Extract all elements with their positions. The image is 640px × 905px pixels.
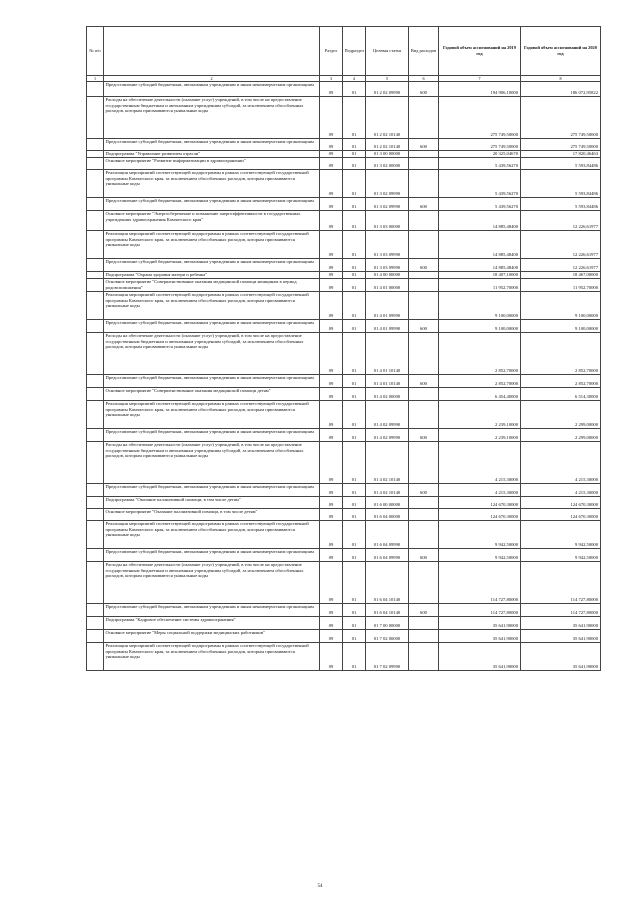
cell-section: 09 [320, 320, 343, 333]
cell-amount-2020: 275 749,50000 [521, 139, 601, 151]
cell-name: Подпрограмма "Кадровое обеспечение системы здравоохранения" [104, 617, 320, 630]
cell-amount-2019: 5 439,56270 [439, 170, 521, 198]
cell-amount-2020: 2 852,70000 [521, 375, 601, 388]
cell-name: Реализация мероприятий соответствующей подпрограммы в рамках соответствующей государственной программы Камчатского края, за исключением обособленных расходов, которым присваиваются уникальные коды [104, 401, 320, 429]
cell-target-article: 01 6 04 10140 [366, 604, 409, 617]
header-name [104, 27, 320, 76]
table-row [87, 97, 601, 139]
table-body [87, 82, 601, 671]
cell-amount-2020: 35 641,90000 [521, 630, 601, 643]
cell-expense-type [409, 231, 439, 259]
cell-section: 09 [320, 630, 343, 643]
cell-expense-type: 600 [409, 484, 439, 497]
cell-name: Реализация мероприятий соответствующей подпрограммы в рамках соответствующей государственной программы Камчатского края, за исключением обособленных расходов, которым присваиваются уникальные коды [104, 521, 320, 549]
cell-target-article: 01 3 03 09990 [366, 231, 409, 259]
table-row [87, 442, 601, 484]
cell-expense-type [409, 97, 439, 139]
cell-amount-2019: 4 215,30000 [439, 442, 521, 484]
cell-name: Предоставление субсидий бюджетным, автономным учреждениям и иным некоммерческим организациям [104, 429, 320, 442]
cell-expense-type: 600 [409, 549, 439, 562]
table-row [87, 509, 601, 521]
cell-name: Реализация мероприятий соответствующей подпрограммы в рамках соответствующей государственной программы Камчатского края, за исключением обособленных расходов, которым присваиваются уникальные коды [104, 170, 320, 198]
table-row [87, 82, 601, 97]
table-row [87, 401, 601, 429]
cell-amount-2019: 114 727,80000 [439, 562, 521, 604]
cell-number [87, 211, 104, 231]
cell-section: 09 [320, 279, 343, 292]
cell-subsection: 01 [343, 617, 366, 630]
cell-number [87, 388, 104, 401]
table-row [87, 630, 601, 643]
cell-number [87, 320, 104, 333]
cell-name: Предоставление субсидий бюджетным, автономным учреждениям и иным некоммерческим организациям [104, 484, 320, 497]
cell-amount-2019: 35 641,90000 [439, 643, 521, 671]
table-row [87, 259, 601, 272]
cell-name: Предоставление субсидий бюджетным, автономным учреждениям и иным некоммерческим организациям [104, 375, 320, 388]
cell-number [87, 259, 104, 272]
cell-subsection: 01 [343, 211, 366, 231]
cell-section: 09 [320, 375, 343, 388]
cell-amount-2019: 2 852,70000 [439, 375, 521, 388]
cell-section: 09 [320, 484, 343, 497]
cell-amount-2019: 11 952,70000 [439, 279, 521, 292]
table-row [87, 158, 601, 170]
cell-target-article: 01 6 04 00000 [366, 509, 409, 521]
cell-number [87, 97, 104, 139]
table-row [87, 211, 601, 231]
cell-subsection: 01 [343, 320, 366, 333]
header-num: № п/п [87, 27, 104, 76]
cell-subsection: 01 [343, 97, 366, 139]
cell-amount-2020: 124 670,30000 [521, 509, 601, 521]
cell-number [87, 401, 104, 429]
cell-section: 09 [320, 549, 343, 562]
table-row [87, 617, 601, 630]
cell-target-article: 01 2 02 10140 [366, 139, 409, 151]
cell-section: 09 [320, 388, 343, 401]
cell-amount-2019: 114 727,80000 [439, 604, 521, 617]
cell-expense-type [409, 158, 439, 170]
cell-section: 09 [320, 429, 343, 442]
cell-amount-2019: 20 325,04670 [439, 151, 521, 158]
cell-section: 09 [320, 521, 343, 549]
cell-amount-2020: 17 820,46463 [521, 151, 601, 158]
cell-amount-2020: 12 226,61977 [521, 231, 601, 259]
cell-expense-type [409, 401, 439, 429]
column-index: 2 [104, 76, 320, 82]
cell-amount-2020: 186 072,95822 [521, 82, 601, 97]
cell-amount-2019: 2 852,70000 [439, 333, 521, 375]
cell-amount-2019: 14 885,48400 [439, 211, 521, 231]
cell-section: 09 [320, 604, 343, 617]
cell-number [87, 643, 104, 671]
cell-expense-type [409, 630, 439, 643]
cell-name: Основное мероприятие "Оказание паллиативной помощи, в том числе детям" [104, 509, 320, 521]
cell-target-article: 01 3 03 00000 [366, 211, 409, 231]
cell-target-article: 01 4 01 10140 [366, 375, 409, 388]
cell-amount-2020: 11 952,70000 [521, 279, 601, 292]
cell-section: 09 [320, 82, 343, 97]
cell-target-article: 01 3 02 09990 [366, 198, 409, 211]
cell-section: 09 [320, 97, 343, 139]
cell-number [87, 158, 104, 170]
cell-amount-2020: 9 942,50000 [521, 549, 601, 562]
cell-target-article: 01 7 00 00000 [366, 617, 409, 630]
cell-subsection: 01 [343, 388, 366, 401]
cell-expense-type: 600 [409, 375, 439, 388]
cell-amount-2019: 5 439,56270 [439, 198, 521, 211]
cell-amount-2020: 4 215,30000 [521, 484, 601, 497]
cell-target-article: 01 4 02 00000 [366, 388, 409, 401]
cell-amount-2019: 14 885,48400 [439, 231, 521, 259]
cell-target-article: 01 7 02 00000 [366, 630, 409, 643]
cell-expense-type [409, 170, 439, 198]
cell-amount-2020: 5 593,84486 [521, 170, 601, 198]
table-row [87, 388, 601, 401]
table-row [87, 375, 601, 388]
cell-subsection: 01 [343, 158, 366, 170]
cell-name: Предоставление субсидий бюджетным, автономным учреждениям и иным некоммерческим организациям [104, 139, 320, 151]
cell-expense-type: 600 [409, 259, 439, 272]
column-index: 4 [343, 76, 366, 82]
cell-number [87, 521, 104, 549]
table-row [87, 429, 601, 442]
cell-amount-2020: 2 299,00000 [521, 401, 601, 429]
cell-target-article: 01 4 00 00000 [366, 272, 409, 279]
cell-target-article: 01 6 04 09990 [366, 549, 409, 562]
cell-expense-type [409, 211, 439, 231]
cell-name: Реализация мероприятий соответствующей подпрограммы в рамках соответствующей государственной программы Камчатского края, за исключением обособленных расходов, которым присваиваются уникальные коды [104, 292, 320, 320]
cell-section: 09 [320, 259, 343, 272]
table-row [87, 139, 601, 151]
cell-target-article: 01 4 01 09990 [366, 320, 409, 333]
cell-amount-2019: 2 239,10000 [439, 429, 521, 442]
cell-amount-2019: 275 749,50000 [439, 97, 521, 139]
cell-subsection: 01 [343, 442, 366, 484]
cell-name: Предоставление субсидий бюджетным, автономным учреждениям и иным некоммерческим организациям [104, 320, 320, 333]
cell-expense-type [409, 497, 439, 509]
cell-number [87, 82, 104, 97]
cell-expense-type: 600 [409, 82, 439, 97]
header-subsection: Подраздел [343, 27, 366, 76]
cell-amount-2019: 9 100,00000 [439, 292, 521, 320]
cell-subsection: 01 [343, 272, 366, 279]
cell-expense-type: 600 [409, 198, 439, 211]
cell-number [87, 333, 104, 375]
cell-number [87, 292, 104, 320]
cell-name: Предоставление субсидий бюджетным, автономным учреждениям и иным некоммерческим организациям [104, 82, 320, 97]
cell-amount-2019: 6 454,40000 [439, 388, 521, 401]
table-row [87, 521, 601, 549]
cell-section: 09 [320, 292, 343, 320]
cell-expense-type [409, 521, 439, 549]
cell-section: 09 [320, 333, 343, 375]
column-index: 3 [320, 76, 343, 82]
cell-number [87, 630, 104, 643]
cell-amount-2020: 114 727,80000 [521, 562, 601, 604]
cell-subsection: 01 [343, 279, 366, 292]
cell-amount-2019: 124 670,30000 [439, 497, 521, 509]
cell-expense-type [409, 509, 439, 521]
cell-name: Расходы на обеспечение деятельности (оказание услуг) учреждений, в том числе на предоставление государственным бюджетным и автономным учреждениям субсидий, за исключением обособленных расходов, которым присваиваются уникальные коды [104, 97, 320, 139]
table-row [87, 272, 601, 279]
cell-name: Расходы на обеспечение деятельности (оказание услуг) учреждений, в том числе на предоставление государственным бюджетным и автономным учреждениям субсидий, за исключением обособленных расходов, которым присваиваются уникальные коды [104, 562, 320, 604]
cell-section: 09 [320, 272, 343, 279]
cell-name: Основное мероприятие "Совершенствование оказания медицинской помощи детям" [104, 388, 320, 401]
cell-amount-2020: 6 514,30000 [521, 388, 601, 401]
cell-target-article: 01 3 03 09990 [366, 259, 409, 272]
cell-amount-2020: 2 299,00000 [521, 429, 601, 442]
cell-expense-type [409, 562, 439, 604]
cell-amount-2020: 124 670,30000 [521, 497, 601, 509]
cell-subsection: 01 [343, 151, 366, 158]
cell-number [87, 279, 104, 292]
header-amount-2020: Годовой объем ассигнований на 2020 год [521, 27, 601, 76]
cell-subsection: 01 [343, 170, 366, 198]
budget-table [86, 26, 601, 671]
cell-target-article: 01 2 02 09990 [366, 82, 409, 97]
cell-name: Предоставление субсидий бюджетным, автономным учреждениям и иным некоммерческим организациям [104, 198, 320, 211]
column-index: 1 [87, 76, 104, 82]
table-row [87, 549, 601, 562]
header-amount-2019: Годовой объем ассигнований на 2019 год [439, 27, 521, 76]
cell-subsection: 01 [343, 333, 366, 375]
cell-expense-type [409, 292, 439, 320]
cell-amount-2019: 9 942,50000 [439, 521, 521, 549]
cell-number [87, 198, 104, 211]
cell-expense-type: 600 [409, 429, 439, 442]
column-index: 5 [366, 76, 409, 82]
cell-section: 09 [320, 198, 343, 211]
cell-target-article: 01 4 01 09990 [366, 292, 409, 320]
cell-expense-type [409, 442, 439, 484]
cell-section: 09 [320, 158, 343, 170]
cell-expense-type [409, 151, 439, 158]
cell-amount-2019: 5 439,56270 [439, 158, 521, 170]
cell-target-article: 01 3 02 09990 [366, 170, 409, 198]
cell-expense-type: 600 [409, 139, 439, 151]
cell-amount-2020: 35 641,90000 [521, 643, 601, 671]
cell-subsection: 01 [343, 521, 366, 549]
cell-expense-type [409, 617, 439, 630]
cell-subsection: 01 [343, 497, 366, 509]
cell-subsection: 01 [343, 429, 366, 442]
cell-subsection: 01 [343, 198, 366, 211]
cell-number [87, 604, 104, 617]
cell-amount-2020: 4 215,30000 [521, 442, 601, 484]
cell-name: Основное мероприятие "Совершенствование оказания медицинской помощи женщинам в период родовспоможения" [104, 279, 320, 292]
table-row [87, 562, 601, 604]
cell-target-article: 01 3 02 00000 [366, 158, 409, 170]
table-row [87, 151, 601, 158]
cell-subsection: 01 [343, 604, 366, 617]
cell-name: Расходы на обеспечение деятельности (оказание услуг) учреждений, в том числе на предоставление государственным бюджетным и автономным учреждениям субсидий, за исключением обособленных расходов, которым присваиваются уникальные коды [104, 333, 320, 375]
column-index: 8 [521, 76, 601, 82]
cell-number [87, 442, 104, 484]
cell-amount-2020: 35 641,90000 [521, 617, 601, 630]
table-row [87, 643, 601, 671]
cell-target-article: 01 4 02 09990 [366, 429, 409, 442]
table-row [87, 170, 601, 198]
cell-amount-2019: 124 670,30000 [439, 509, 521, 521]
cell-name: Предоставление субсидий бюджетным, автономным учреждениям и иным некоммерческим организациям [104, 259, 320, 272]
cell-expense-type [409, 279, 439, 292]
table-row [87, 604, 601, 617]
cell-number [87, 231, 104, 259]
cell-number [87, 375, 104, 388]
cell-amount-2019: 14 885,48400 [439, 259, 521, 272]
cell-amount-2019: 9 942,50000 [439, 549, 521, 562]
cell-amount-2020: 5 593,84486 [521, 198, 601, 211]
cell-section: 09 [320, 562, 343, 604]
cell-target-article: 01 6 04 09990 [366, 521, 409, 549]
cell-amount-2020: 114 727,80000 [521, 604, 601, 617]
cell-subsection: 01 [343, 643, 366, 671]
cell-target-article: 01 7 02 09990 [366, 643, 409, 671]
cell-target-article: 01 4 01 10140 [366, 333, 409, 375]
cell-amount-2020: 9 942,50000 [521, 521, 601, 549]
cell-number [87, 170, 104, 198]
cell-amount-2019: 275 749,50000 [439, 139, 521, 151]
cell-amount-2020: 12 226,61977 [521, 259, 601, 272]
cell-name: Предоставление субсидий бюджетным, автономным учреждениям и иным некоммерческим организациям [104, 604, 320, 617]
cell-section: 09 [320, 617, 343, 630]
cell-section: 09 [320, 211, 343, 231]
cell-number [87, 617, 104, 630]
cell-subsection: 01 [343, 484, 366, 497]
cell-amount-2020: 2 852,70000 [521, 333, 601, 375]
table-row [87, 484, 601, 497]
cell-section: 09 [320, 231, 343, 259]
cell-number [87, 151, 104, 158]
budget-table-sheet [86, 26, 600, 671]
cell-amount-2019: 194 906,10000 [439, 82, 521, 97]
cell-target-article: 01 3 00 00000 [366, 151, 409, 158]
cell-subsection: 01 [343, 549, 366, 562]
cell-amount-2019: 18 407,10000 [439, 272, 521, 279]
cell-expense-type [409, 388, 439, 401]
cell-target-article: 01 4 01 00000 [366, 279, 409, 292]
cell-amount-2019: 2 239,10000 [439, 401, 521, 429]
cell-target-article: 01 6 00 00000 [366, 497, 409, 509]
cell-number [87, 139, 104, 151]
cell-amount-2020: 9 100,00000 [521, 320, 601, 333]
cell-name: Реализация мероприятий соответствующей подпрограммы в рамках соответствующей государственной программы Камчатского края, за исключением обособленных расходов, которым присваиваются уникальные коды [104, 643, 320, 671]
cell-subsection: 01 [343, 630, 366, 643]
cell-amount-2019: 35 641,90000 [439, 630, 521, 643]
cell-number [87, 549, 104, 562]
column-index: 6 [409, 76, 439, 82]
cell-section: 09 [320, 401, 343, 429]
cell-amount-2020: 275 749,50000 [521, 97, 601, 139]
cell-amount-2020: 5 593,84486 [521, 158, 601, 170]
cell-section: 09 [320, 442, 343, 484]
cell-name: Основное мероприятие "Развитие информатизации в здравоохранении" [104, 158, 320, 170]
cell-target-article: 01 6 04 10140 [366, 562, 409, 604]
cell-number [87, 509, 104, 521]
cell-subsection: 01 [343, 292, 366, 320]
header-expense-type: Вид расходов [409, 27, 439, 76]
cell-amount-2020: 18 467,00000 [521, 272, 601, 279]
cell-subsection: 01 [343, 509, 366, 521]
cell-section: 09 [320, 497, 343, 509]
cell-name: Подпрограмма "Оказание паллиативной помощи, в том числе детям" [104, 497, 320, 509]
cell-target-article: 01 4 02 10140 [366, 484, 409, 497]
table-header [87, 27, 601, 82]
cell-number [87, 272, 104, 279]
table-row [87, 231, 601, 259]
cell-name: Основное мероприятие "Меры социальной поддержки медицинских работников" [104, 630, 320, 643]
cell-number [87, 497, 104, 509]
cell-name: Подпрограмма "Охрана здоровья матери и ребенка" [104, 272, 320, 279]
cell-number [87, 484, 104, 497]
cell-expense-type [409, 272, 439, 279]
table-row [87, 333, 601, 375]
cell-section: 09 [320, 643, 343, 671]
cell-amount-2019: 4 215,30000 [439, 484, 521, 497]
table-row [87, 279, 601, 292]
cell-subsection: 01 [343, 401, 366, 429]
table-row [87, 497, 601, 509]
cell-expense-type [409, 643, 439, 671]
cell-name: Предоставление субсидий бюджетным, автономным учреждениям и иным некоммерческим организациям [104, 549, 320, 562]
header-section: Раздел [320, 27, 343, 76]
cell-target-article: 01 2 02 10140 [366, 97, 409, 139]
cell-name: Расходы на обеспечение деятельности (оказание услуг) учреждений, в том числе на предоставление государственным бюджетным и автономным учреждениям субсидий, за исключением обособленных расходов, которым присваиваются уникальные коды [104, 442, 320, 484]
cell-name: Реализация мероприятий соответствующей подпрограммы в рамках соответствующей государственной программы Камчатского края, за исключением обособленных расходов, которым присваиваются уникальные коды [104, 231, 320, 259]
cell-section: 09 [320, 170, 343, 198]
cell-expense-type [409, 333, 439, 375]
cell-amount-2020: 12 226,61977 [521, 211, 601, 231]
cell-name: Основное мероприятие "Энергосбережение и повышение энергоэффективности в государственных учреждениях здравоохранения Камчатского края" [104, 211, 320, 231]
cell-subsection: 01 [343, 139, 366, 151]
page-number: 54 [317, 884, 323, 889]
cell-amount-2019: 9 100,00000 [439, 320, 521, 333]
cell-target-article: 01 4 02 09990 [366, 401, 409, 429]
cell-expense-type: 600 [409, 604, 439, 617]
cell-expense-type: 600 [409, 320, 439, 333]
cell-section: 09 [320, 139, 343, 151]
table-row [87, 320, 601, 333]
table-row [87, 198, 601, 211]
header-target-article: Целевая статья [366, 27, 409, 76]
table-row [87, 292, 601, 320]
cell-section: 09 [320, 151, 343, 158]
cell-subsection: 01 [343, 259, 366, 272]
cell-number [87, 562, 104, 604]
cell-number [87, 429, 104, 442]
cell-subsection: 01 [343, 375, 366, 388]
cell-amount-2019: 35 641,90000 [439, 617, 521, 630]
cell-subsection: 01 [343, 231, 366, 259]
cell-section: 09 [320, 509, 343, 521]
cell-subsection: 01 [343, 82, 366, 97]
cell-amount-2020: 9 100,00000 [521, 292, 601, 320]
column-index: 7 [439, 76, 521, 82]
cell-name: Подпрограмма "Управление развитием отрасли" [104, 151, 320, 158]
cell-subsection: 01 [343, 562, 366, 604]
cell-target-article: 01 4 02 10140 [366, 442, 409, 484]
